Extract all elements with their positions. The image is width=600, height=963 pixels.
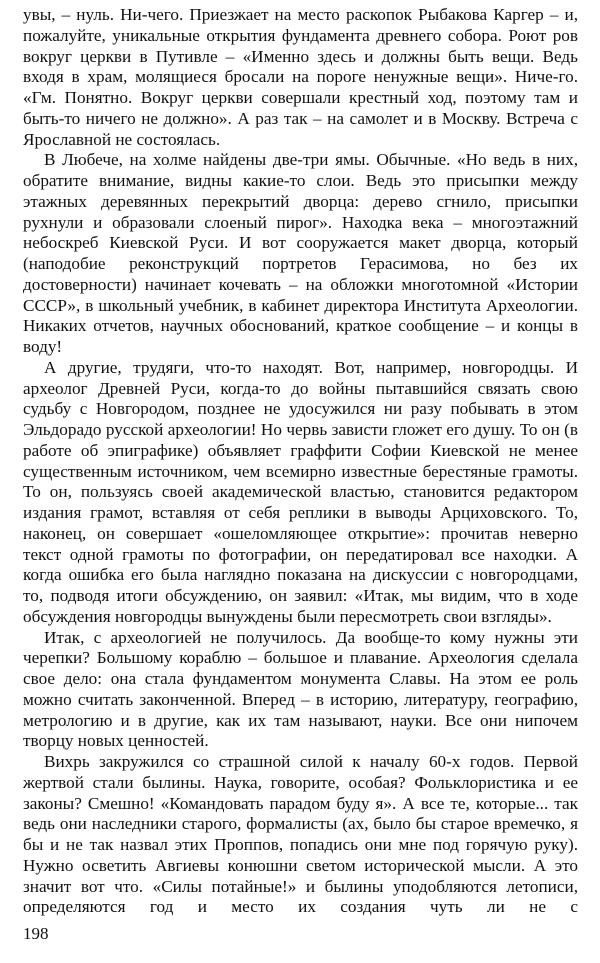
paragraph-1: увы, – нуль. Ни-чего. Приезжает на место раскопок Рыбакова Каргер – и, пожалуйте, уникальные открытия фундамента древнего собора. Роют ров вокруг церкви в Путивле – «Именно здесь и должны быть вещи. Ведь входя в храм, молящиеся бросали на пороге ненужные вещи». Ниче-го. «Гм. Понятно. Вокруг церкви совершали крестный ход, поэтому там и быть-то ничего не должно». А раз так – на самолет и в Москву. Встреча с Ярославной не состоялась. [23, 5, 578, 149]
page-number: 198 [23, 924, 49, 943]
body-text [23, 5, 578, 918]
paragraph-3: А другие, трудяги, что-то находят. Вот, например, новгородцы. И археолог Древней Руси, когда-то до войны пытавшийся связать свою судьбу с Новгородом, позднее не удосужился ни разу побывать в этом Эльдорадо русской археологии! Но червь зависти гложет его душу. То он (в работе об эпиграфике) объявляет граффити Софии Киевской не менее существенным источником, чем всемирно известные берестяные грамоты. То он, пользуясь своей академической властью, становится редактором издания грамот, вставляя от себя реплики в выводы Арциховского. То, наконец, он совершает «ошеломляющее открытие»: прочитав неверно текст одной грамоты по фотографии, он передатировал все находки. А когда ошибка его была наглядно показана на дискуссии с новгородцами, то, подводя итоги обсуждению, он заявил: «Итак, мы видим, что в ходе обсуждения новгородцы вынуждены были пересмотреть свои взгляды». [23, 357, 578, 626]
paragraph-5: Вихрь закружился со страшной силой к началу 60-х годов. Первой жертвой стали былины. Наука, говорите, особая? Фольклористика и ее законы? Смешно! «Командовать парадом буду я». А все те, которые... так ведь они наследники старого, формалисты (ах, было бы старое времечко, я бы и не так назвал этих Проппов, попадись они мне под горячую руку). Нужно осветить Авгиевы конюшни светом исторической мысли. А это значит вот что. «Силы потайные!» и былины уподобляются летописи, определяются год и место их создания чуть ли не с [23, 752, 578, 917]
paragraph-4: Итак, с археологией не получилось. Да вообще-то кому нужны эти черепки? Большому кораблю – большое и плавание. Археология сделала свое дело: она стала фундаментом монумента Славы. На этом ее роль можно считать законченной. Вперед – в историю, литературу, географию, метрологию и в другие, как их там называют, науки. Все они нипочем творцу новых ценностей. [23, 627, 578, 751]
paragraph-2: В Любече, на холме найдены две-три ямы. Обычные. «Но ведь в них, обратите внимание, видны какие-то слои. Ведь это присыпки между этажных деревянных перекрытий дворца: дерево сгнило, присыпки рухнули и образовали слоеный пирог». Находка века – многоэтажний небоскреб Киевской Руси. И вот сооружается макет дворца, который (наподобие реконструкций портретов Герасимова, но без их достоверности) начинает кочевать – на обложки многотомной «Истории СССР», в школьный учебник, в кабинет директора Института Археологии. Никаких отчетов, научных обоснований, краткое сообщение – и концы в воду! [23, 150, 578, 356]
